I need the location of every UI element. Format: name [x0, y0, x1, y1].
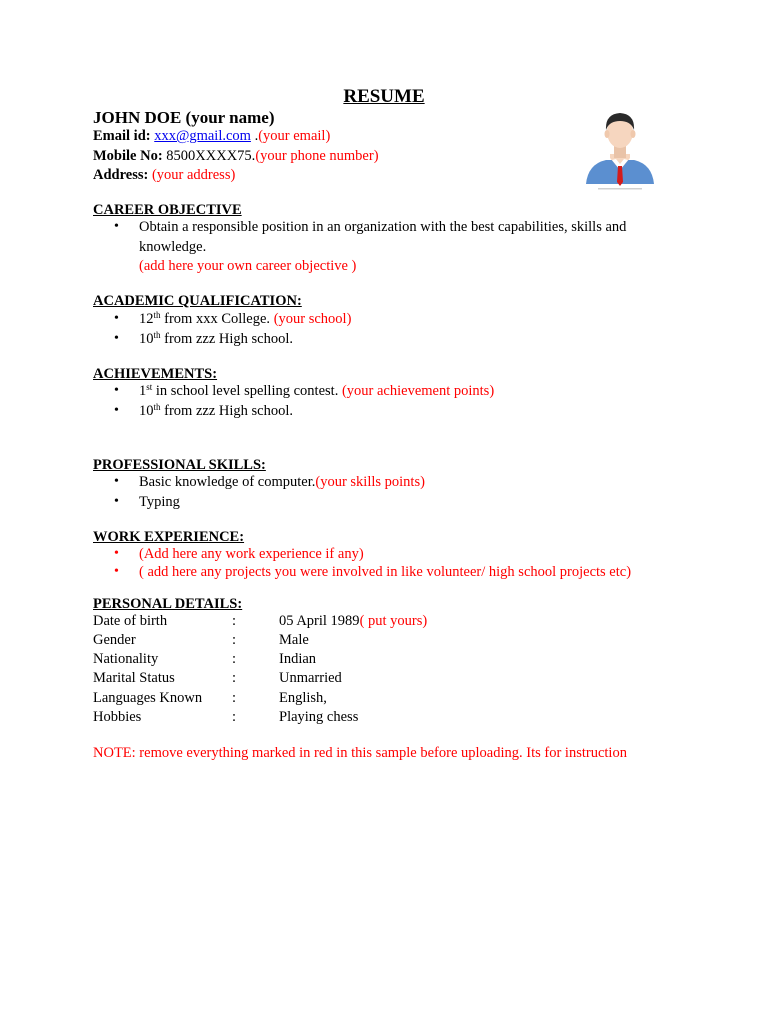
work-experience-item: ( add here any projects you were involved in like volunteer/ high school projects etc)	[139, 564, 632, 580]
skill-item	[139, 493, 180, 513]
personal-details-heading: PERSONAL DETAILS:	[93, 596, 243, 612]
detail-label: Nationality	[93, 651, 159, 667]
mobile-label: Mobile No:	[93, 148, 163, 164]
academic-item-sup: th	[153, 330, 161, 340]
male-avatar-icon	[584, 104, 656, 190]
detail-value: Playing chess	[279, 709, 359, 725]
mobile-hint: (your phone number)	[255, 148, 379, 164]
email-line	[93, 127, 330, 146]
address-label: Address:	[93, 167, 149, 183]
academic-item-sup: th	[153, 310, 161, 320]
detail-colon: :	[232, 670, 237, 686]
candidate-name: JOHN DOE (your name)	[93, 108, 275, 127]
achievement-item-sup: th	[153, 402, 161, 412]
detail-value-text: 05 April 1989	[279, 613, 360, 629]
achievement-item-text: in school level spelling contest.	[152, 383, 342, 399]
detail-label: Hobbies	[93, 709, 142, 725]
achievement-item-sup: st	[146, 382, 153, 392]
detail-label: Marital Status	[93, 670, 175, 686]
work-experience-heading: WORK EXPERIENCE:	[93, 529, 245, 545]
bullet-icon: •	[114, 383, 119, 398]
detail-value: Indian	[279, 651, 317, 667]
career-objective-text-cont: knowledge.	[139, 239, 207, 255]
address-line	[93, 166, 235, 185]
bullet-icon: •	[114, 564, 119, 579]
detail-label: Gender	[93, 632, 136, 648]
bullet-icon: •	[114, 219, 119, 234]
detail-label: Languages Known	[93, 690, 203, 706]
career-objective-text: Obtain a responsible position in an organization with the best capabilities, skills and	[139, 219, 627, 235]
bullet-icon: •	[114, 474, 119, 489]
bullet-icon: •	[114, 494, 119, 509]
academic-item-num: 12	[139, 311, 154, 327]
achievement-item-text: from zzz High school.	[160, 403, 293, 419]
career-objective-heading: CAREER OBJECTIVE	[93, 202, 242, 218]
bullet-icon: •	[114, 311, 119, 326]
bullet-icon: •	[114, 546, 119, 561]
skill-item-hint: (your skills points)	[315, 474, 425, 490]
detail-colon: :	[232, 613, 237, 629]
work-experience-item: (Add here any work experience if any)	[139, 546, 364, 562]
academic-item	[139, 330, 293, 350]
detail-colon: :	[232, 632, 237, 648]
mobile-number: 8500XXXX75.	[162, 148, 256, 164]
achievement-item-num: 1	[139, 383, 147, 399]
achievement-item	[139, 382, 494, 402]
bullet-icon: •	[114, 331, 119, 346]
academic-item	[139, 310, 351, 330]
detail-label: Date of birth	[93, 613, 168, 629]
detail-value: Male	[279, 632, 309, 648]
career-objective-hint: (add here your own career objective )	[139, 258, 357, 274]
detail-value: Unmarried	[279, 670, 342, 686]
achievement-item	[139, 402, 293, 422]
academic-heading: ACADEMIC QUALIFICATION:	[93, 293, 302, 309]
bullet-icon: •	[114, 403, 119, 418]
instruction-note: NOTE: remove everything marked in red in this sample before uploading. Its for instruction	[93, 745, 627, 761]
email-link[interactable]: xxx@gmail.com	[154, 128, 251, 144]
academic-item-num: 10	[139, 331, 154, 347]
detail-colon: :	[232, 690, 237, 706]
academic-item-text: from xxx College.	[160, 311, 274, 327]
achievement-item-num: 10	[139, 403, 154, 419]
detail-value: English,	[279, 690, 327, 706]
academic-item-hint: (your school)	[273, 311, 352, 327]
academic-item-text: from zzz High school.	[160, 331, 293, 347]
resume-title: RESUME	[343, 86, 425, 107]
detail-colon: :	[232, 709, 237, 725]
detail-value	[279, 613, 427, 630]
email-hint: (your email)	[258, 128, 331, 144]
email-separator: .	[250, 128, 259, 144]
skills-heading: PROFESSIONAL SKILLS:	[93, 457, 266, 473]
achievement-item-hint: (your achievement points)	[341, 383, 495, 399]
detail-colon: :	[232, 651, 237, 667]
address-hint: (your address)	[148, 167, 236, 183]
mobile-line	[93, 147, 379, 166]
achievements-heading: ACHIEVEMENTS:	[93, 366, 218, 382]
skill-item-text: Basic knowledge of computer.	[139, 474, 316, 490]
skill-item	[139, 473, 425, 493]
detail-value-hint: ( put yours)	[359, 613, 428, 629]
email-label: Email id:	[93, 128, 151, 144]
skill-item-text: Typing	[139, 494, 180, 510]
